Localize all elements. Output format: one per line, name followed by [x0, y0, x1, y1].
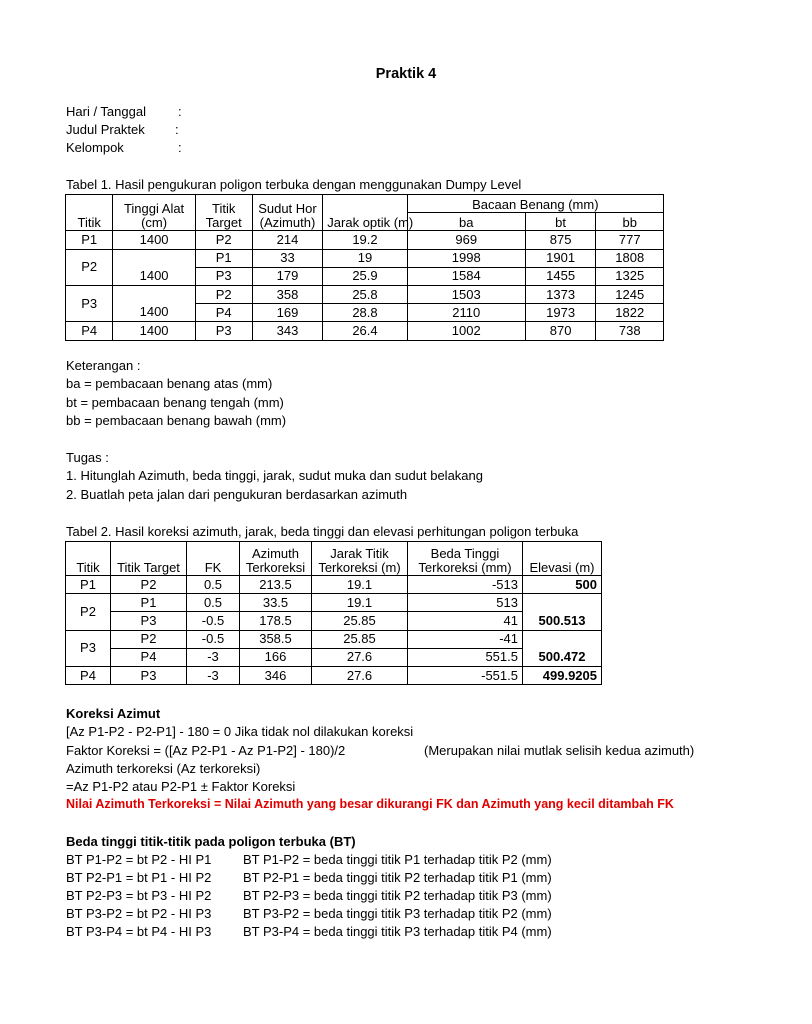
table-row: [66, 322, 664, 340]
bt-formula: BT P3-P4 = bt P4 - HI P3: [66, 924, 212, 939]
table-cell: 19.1: [312, 576, 408, 594]
bt-desc: BT P1-P2 = beda tinggi titik P1 terhadap titik P2 (mm): [243, 852, 552, 867]
table-cell: 27.6: [312, 666, 408, 684]
bt-desc: BT P3-P4 = beda tinggi titik P3 terhadap titik P4 (mm): [243, 924, 552, 939]
table-row: [66, 576, 602, 594]
table-cell: P4: [111, 648, 187, 666]
koreksi-line: Azimuth terkoreksi (Az terkoreksi): [66, 761, 261, 776]
t1-h-bacaan: Bacaan Benang (mm): [407, 195, 663, 213]
t1-h-jarak: Jarak optik (m): [323, 195, 407, 231]
table-cell: 1822: [596, 304, 664, 322]
table-cell: 738: [596, 322, 664, 340]
table-cell: [113, 285, 195, 303]
t1-h-target: Titik Target: [195, 195, 252, 231]
t1-h-titik: Titik: [66, 195, 113, 231]
table-cell: [523, 594, 602, 612]
table-cell: 1245: [596, 285, 664, 303]
koreksi-note: (Merupakan nilai mutlak selisih kedua azimuth): [424, 743, 695, 758]
table-cell: P3: [66, 630, 111, 666]
bt-formula: BT P2-P3 = bt P3 - HI P2: [66, 888, 212, 903]
table-cell: P1: [66, 231, 113, 249]
table-cell: P2: [66, 594, 111, 630]
table-cell: [113, 249, 195, 267]
tugas-heading: Tugas :: [66, 450, 109, 465]
table-cell: P3: [111, 612, 187, 630]
table2-caption: Tabel 2. Hasil koreksi azimuth, jarak, beda tinggi dan elevasi perhitungan poligon terbuka: [66, 524, 579, 539]
table-cell: 1998: [407, 249, 525, 267]
table2: [65, 541, 602, 685]
keterangan-line: bb = pembacaan benang bawah (mm): [66, 413, 287, 428]
page-title: Praktik 4: [375, 66, 437, 82]
table-cell: P2: [195, 231, 252, 249]
table-cell: 870: [525, 322, 596, 340]
table-row: [66, 648, 602, 666]
table-cell: 41: [408, 612, 523, 630]
table-cell: 0.5: [187, 594, 240, 612]
table-cell: P3: [66, 285, 113, 321]
koreksi-heading: Koreksi Azimut: [66, 706, 161, 721]
table-cell: P3: [111, 666, 187, 684]
table-cell: 1325: [596, 267, 664, 285]
table-cell: 343: [252, 322, 323, 340]
table-row: [66, 304, 664, 322]
table-cell: P2: [111, 576, 187, 594]
table-row: [66, 594, 602, 612]
table-cell: 2110: [407, 304, 525, 322]
table-row: [66, 267, 664, 285]
table-cell: 1584: [407, 267, 525, 285]
table-cell: 358: [252, 285, 323, 303]
table-cell: 500.513: [523, 612, 602, 630]
table-cell: P2: [195, 285, 252, 303]
table-cell: 1400: [113, 304, 195, 322]
table-cell: 1808: [596, 249, 664, 267]
table-cell: 500.472: [523, 648, 602, 666]
table-cell: P4: [66, 322, 113, 340]
info-kelompok-colon: :: [178, 140, 182, 155]
koreksi-red-note: Nilai Azimuth Terkoreksi = Nilai Azimuth yang besar dikurangi FK dan Azimuth yang kecil ditambah FK: [66, 797, 674, 811]
table-cell: 19.1: [312, 594, 408, 612]
info-judul-label: Judul Praktek: [66, 122, 145, 137]
table-row: [66, 612, 602, 630]
table-row: [66, 285, 664, 303]
table-cell: 1373: [525, 285, 596, 303]
table-row: [66, 249, 664, 267]
tugas-line: 1. Hitunglah Azimuth, beda tinggi, jarak, sudut muka dan sudut belakang: [66, 468, 483, 483]
table-cell: 358.5: [240, 630, 312, 648]
bt-desc: BT P2-P1 = beda tinggi titik P2 terhadap titik P1 (mm): [243, 870, 552, 885]
table-cell: 551.5: [408, 648, 523, 666]
t2-h-elevasi: Elevasi (m): [523, 542, 602, 576]
keterangan-heading: Keterangan :: [66, 358, 141, 373]
t2-h-titik: Titik: [66, 542, 111, 576]
table-cell: 969: [407, 231, 525, 249]
table-cell: 25.85: [312, 612, 408, 630]
table-cell: 1400: [113, 267, 195, 285]
info-kelompok-label: Kelompok: [66, 140, 124, 155]
table-cell: P1: [66, 576, 111, 594]
table-cell: P1: [195, 249, 252, 267]
table-cell: 0.5: [187, 576, 240, 594]
table-cell: 1973: [525, 304, 596, 322]
tugas-line: 2. Buatlah peta jalan dari pengukuran berdasarkan azimuth: [66, 487, 408, 502]
table-cell: 1901: [525, 249, 596, 267]
bt-formula: BT P1-P2 = bt P2 - HI P1: [66, 852, 212, 867]
table-cell: 1400: [113, 322, 195, 340]
t2-h-jarak: Jarak Titik Terkoreksi (m): [312, 542, 408, 576]
table-cell: 499.9205: [523, 666, 602, 684]
table-cell: P3: [195, 267, 252, 285]
info-judul-colon: :: [175, 122, 179, 137]
table-cell: 25.9: [323, 267, 407, 285]
table-row: [66, 630, 602, 648]
table-cell: 26.4: [323, 322, 407, 340]
table-cell: P4: [195, 304, 252, 322]
table-cell: 214: [252, 231, 323, 249]
table-cell: P1: [111, 594, 187, 612]
table-row: [66, 231, 664, 249]
table-row: [66, 666, 602, 684]
table-cell: -513: [408, 576, 523, 594]
table-cell: 1455: [525, 267, 596, 285]
bt-desc: BT P2-P3 = beda tinggi titik P2 terhadap titik P3 (mm): [243, 888, 552, 903]
table-cell: -3: [187, 648, 240, 666]
table-cell: -551.5: [408, 666, 523, 684]
t1-h-bt: bt: [525, 213, 596, 231]
table-cell: 777: [596, 231, 664, 249]
koreksi-line: [Az P1-P2 - P2-P1] - 180 = 0 Jika tidak nol dilakukan koreksi: [66, 724, 414, 739]
table-cell: 28.8: [323, 304, 407, 322]
table-cell: P2: [111, 630, 187, 648]
table-cell: 875: [525, 231, 596, 249]
table-cell: 1002: [407, 322, 525, 340]
table-cell: P3: [195, 322, 252, 340]
koreksi-line: Faktor Koreksi = ([Az P2-P1 - Az P1-P2] - 180)/2: [66, 743, 346, 758]
table-cell: 27.6: [312, 648, 408, 666]
t1-h-sudut: Sudut Hor (Azimuth): [252, 195, 323, 231]
table-cell: P2: [66, 249, 113, 285]
table-cell: 33: [252, 249, 323, 267]
t1-h-ba: ba: [407, 213, 525, 231]
table-cell: 1503: [407, 285, 525, 303]
bt-formula: BT P2-P1 = bt P1 - HI P2: [66, 870, 212, 885]
t1-h-bb: bb: [596, 213, 664, 231]
t2-h-az: Azimuth Terkoreksi: [240, 542, 312, 576]
table-cell: -0.5: [187, 630, 240, 648]
t1-h-tinggi: Tinggi Alat (cm): [113, 195, 195, 231]
bt-desc: BT P3-P2 = beda tinggi titik P3 terhadap titik P2 (mm): [243, 906, 552, 921]
table1-caption: Tabel 1. Hasil pengukuran poligon terbuka dengan menggunakan Dumpy Level: [66, 177, 522, 192]
table-cell: P4: [66, 666, 111, 684]
info-hari-label: Hari / Tanggal: [66, 104, 146, 119]
koreksi-line: =Az P1-P2 atau P2-P1 ± Faktor Koreksi: [66, 779, 296, 794]
table-cell: -41: [408, 630, 523, 648]
t2-h-fk: FK: [187, 542, 240, 576]
bt-formula: BT P3-P2 = bt P2 - HI P3: [66, 906, 212, 921]
t2-h-target: Titik Target: [111, 542, 187, 576]
table-cell: 169: [252, 304, 323, 322]
table-cell: 25.8: [323, 285, 407, 303]
table-cell: [523, 630, 602, 648]
keterangan-line: bt = pembacaan benang tengah (mm): [66, 395, 284, 410]
table-cell: 178.5: [240, 612, 312, 630]
table-cell: 500: [523, 576, 602, 594]
table-cell: -0.5: [187, 612, 240, 630]
bt-heading: Beda tinggi titik-titik pada poligon terbuka (BT): [66, 834, 356, 849]
table-cell: 19: [323, 249, 407, 267]
table-cell: 213.5: [240, 576, 312, 594]
table-cell: 346: [240, 666, 312, 684]
t2-h-beda: Beda Tinggi Terkoreksi (mm): [408, 542, 523, 576]
table-cell: -3: [187, 666, 240, 684]
table-cell: 25.85: [312, 630, 408, 648]
keterangan-line: ba = pembacaan benang atas (mm): [66, 376, 273, 391]
table1: [65, 194, 664, 341]
table-cell: 179: [252, 267, 323, 285]
table-cell: 166: [240, 648, 312, 666]
table-cell: 33.5: [240, 594, 312, 612]
info-hari-colon: :: [178, 104, 182, 119]
table-cell: 1400: [113, 231, 195, 249]
table-cell: 19.2: [323, 231, 407, 249]
table-cell: 513: [408, 594, 523, 612]
